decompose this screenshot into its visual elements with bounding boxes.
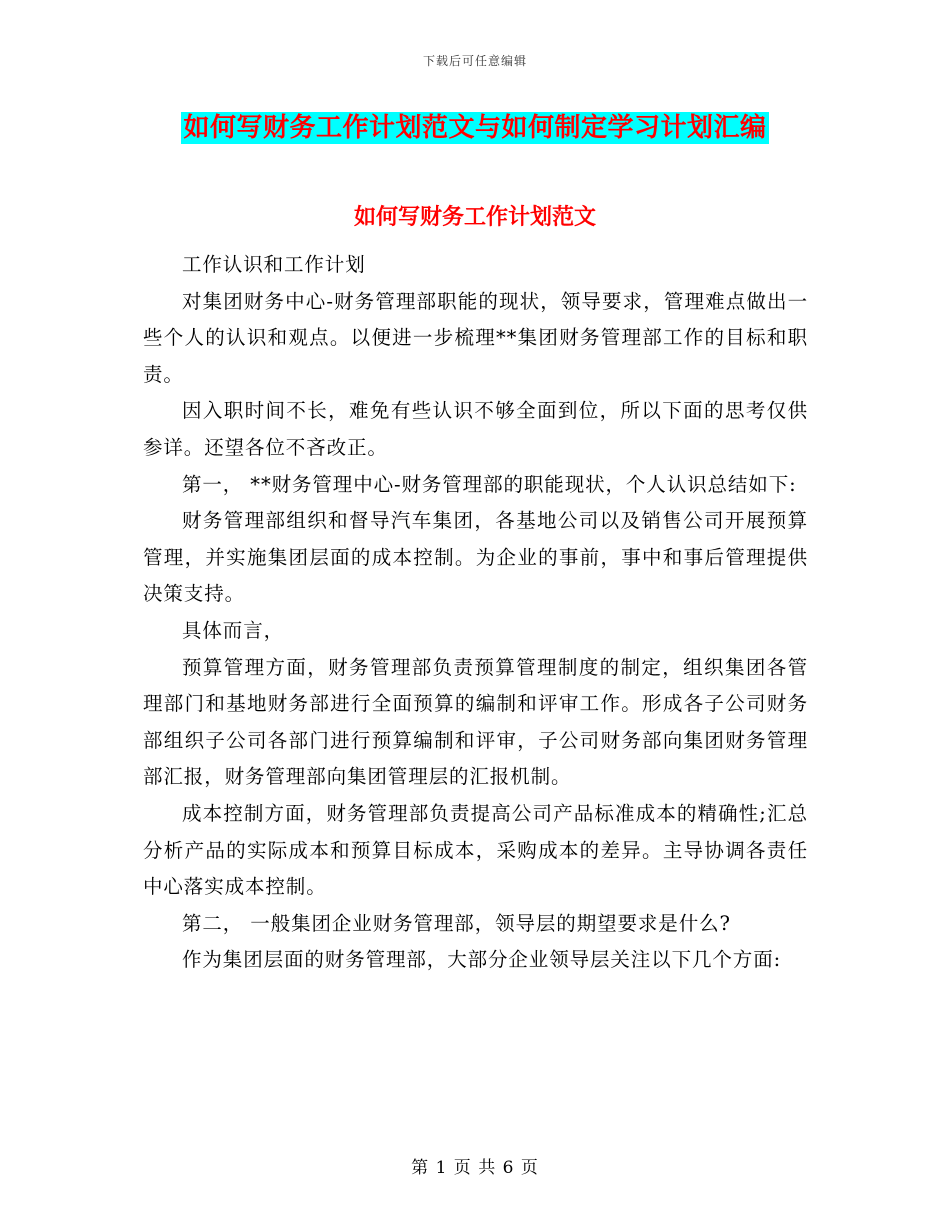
- paragraph: 对集团财务中心-财务管理部职能的现状，领导要求，管理难点做出一些个人的认识和观点。以便进一步梳理**集团财务管理部工作的目标和职责。: [143, 289, 808, 386]
- paragraph: 第一， **财务管理中心-财务管理部的职能现状，个人认识总结如下:: [182, 472, 797, 496]
- document-body: [143, 247, 808, 979]
- paragraph: 成本控制方面，财务管理部负责提高公司产品标准成本的精确性;汇总分析产品的实际成本和预算目标成本，采购成本的差异。主导协调各责任中心落实成本控制。: [143, 801, 808, 899]
- paragraph: 具体而言，: [182, 618, 285, 642]
- page-number: 第 1 页 共 6 页: [411, 1158, 539, 1178]
- paragraph: 工作认识和工作计划: [182, 253, 366, 276]
- main-title: 如何写财务工作计划范文与如何制定学习计划汇编: [183, 113, 767, 143]
- section-title: 如何写财务工作计划范文: [353, 204, 596, 230]
- paragraph: 因入职时间不长，难免有些认识不够全面到位，所以下面的思考仅供参详。还望各位不吝改正。: [143, 399, 808, 459]
- paragraph: 第二， 一般集团企业财务管理部，领导层的期望要求是什么?: [182, 911, 731, 935]
- page-header-note: 下载后可任意编辑: [422, 54, 527, 68]
- paragraph: 作为集团层面的财务管理部，大部分企业领导层关注以下几个方面:: [182, 948, 782, 972]
- paragraph: 财务管理部组织和督导汽车集团，各基地公司以及销售公司开展预算管理，并实施集团层面的成本控制。为企业的事前，事中和事后管理提供决策支持。: [143, 509, 808, 606]
- main-title-wrap: [0, 112, 950, 144]
- paragraph: 预算管理方面，财务管理部负责预算管理制度的制定，组织集团各管理部门和基地财务部进行全面预算的编制和评审工作。形成各子公司财务部组织子公司各部门进行预算编制和评审，子公司财务部向集团财务管理部汇报，财务管理部向集团管理层的汇报机制。: [143, 655, 808, 789]
